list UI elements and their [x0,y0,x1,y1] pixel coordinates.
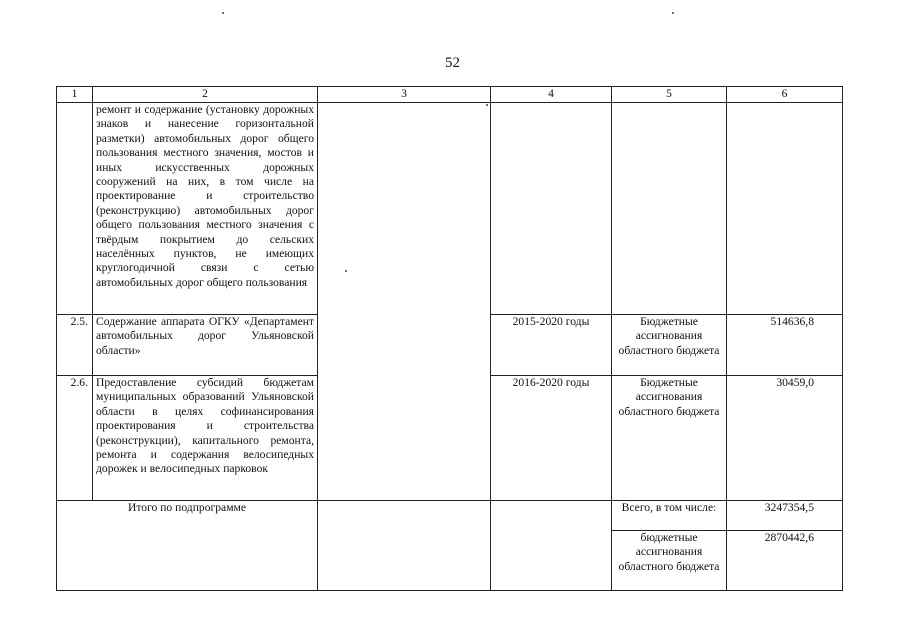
col3-cell [318,103,491,501]
total-amount-cell: 2870442,6 [727,531,843,591]
total-period-cell [491,501,612,591]
amount-cell [727,103,843,315]
scan-speck [222,12,224,14]
activity-description: Предоставление субсидий бюджетам муниципальных образований Ульяновской области в целях софинансирования проектирования и строительства (реконструкции), капитального ремонта, ремонта и содержания велосипедных дорожек и велосипедных парковок [93,376,318,501]
header-row [57,87,843,103]
header-cell: 2 [93,87,318,103]
header-cell: 1 [57,87,93,103]
funding-source-cell [612,103,727,315]
header-cell: 3 [318,87,491,103]
amount-cell: 30459,0 [727,376,843,501]
row-number: 2.6. [57,376,93,501]
header-cell: 4 [491,87,612,103]
activity-description: ремонт и содержание (установку дорожных знаков и нанесение горизонтальной разметки) автомобильных дорог общего пользования местного значения, мостов и иных искусственных дорожных сооружений на них, в том числе на проектирование и строительство (реконструкцию) автомобильных дорог общего пользования местного значения с твёрдым покрытием до сельских населённых пунктов, не имеющих круглогодичной связи с сетью автомобильных дорог общего пользования [93,103,318,315]
scan-speck [672,12,674,14]
total-label: Итого по подпрограмме [57,501,318,591]
header-cell: 6 [727,87,843,103]
header-cell: 5 [612,87,727,103]
funding-source-cell: Бюджетные ассигнования областного бюджета [612,315,727,376]
table-row [57,103,843,315]
period-cell [491,103,612,315]
total-source-cell: Всего, в том числе: [612,501,727,531]
total-amount-cell: 3247354,5 [727,501,843,531]
row-number [57,103,93,315]
page-number: 52 [445,55,460,71]
total-col3-cell [318,501,491,591]
amount-cell: 514636,8 [727,315,843,376]
total-source-cell: бюджетные ассигнования областного бюджета [612,531,727,591]
funding-source-cell: Бюджетные ассигнования областного бюджета [612,376,727,501]
period-cell: 2016-2020 годы [491,376,612,501]
total-row [57,501,843,531]
period-cell: 2015-2020 годы [491,315,612,376]
row-number: 2.5. [57,315,93,376]
program-table [56,86,843,591]
activity-description: Содержание аппарата ОГКУ «Департамент автомобильных дорог Ульяновской области» [93,315,318,376]
